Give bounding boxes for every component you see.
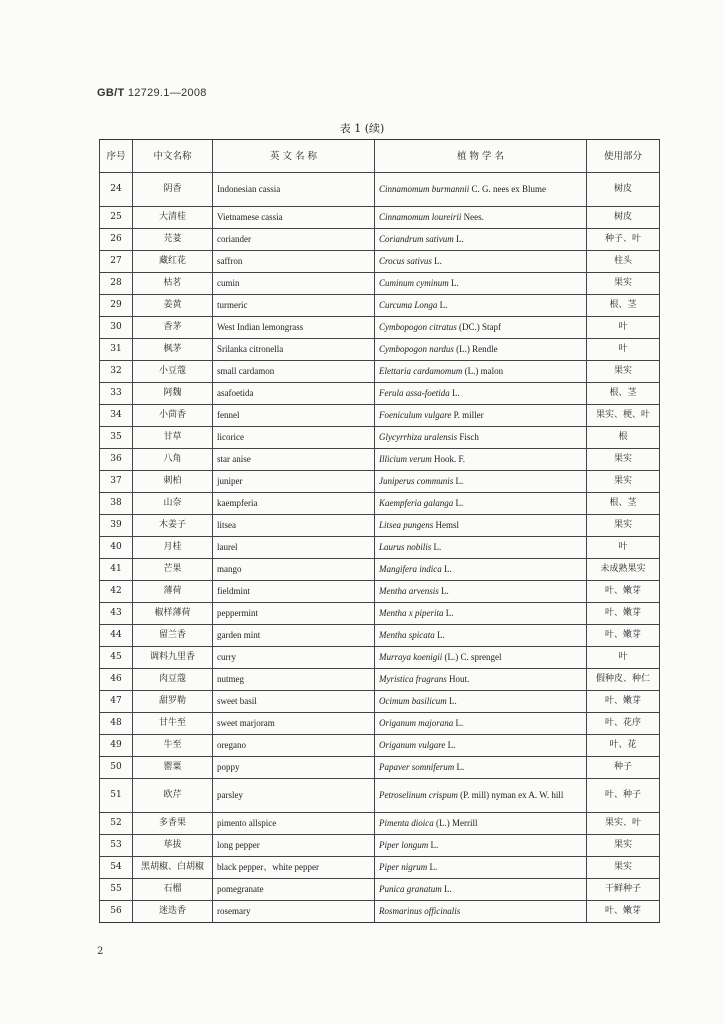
author-citation: L. (433, 542, 442, 552)
latin-name: Murraya koenigii (379, 652, 443, 662)
latin-name: Petroselinum crispum (379, 790, 458, 800)
part-used: 果实 (587, 449, 660, 471)
table-header-row (100, 140, 660, 173)
botanical-name (375, 559, 587, 581)
table-caption: 表 1 (续) (339, 122, 385, 135)
english-name: pimento allspice (213, 813, 375, 835)
column-header-english-name: 英 文 名 称 (213, 140, 375, 173)
author-citation: L. (455, 476, 464, 486)
table-row (100, 779, 660, 813)
english-name: sweet basil (213, 691, 375, 713)
table-body (100, 173, 660, 923)
author-citation: L. (429, 862, 438, 872)
row-number: 46 (100, 669, 133, 691)
botanical-name (375, 603, 587, 625)
latin-name: Pimenta dioica (379, 818, 434, 828)
author-citation: L. (456, 234, 464, 244)
part-used: 叶、嫩芽 (587, 901, 660, 923)
column-header-number: 序号 (100, 140, 133, 173)
table-row (100, 471, 660, 493)
row-number: 30 (100, 317, 133, 339)
table-row (100, 879, 660, 901)
latin-name: Ocimum basilicum (379, 696, 447, 706)
part-used: 根 (587, 427, 660, 449)
english-name: poppy (213, 757, 375, 779)
table-row (100, 273, 660, 295)
latin-name: Mentha spicata (379, 630, 435, 640)
table-row (100, 581, 660, 603)
row-number: 41 (100, 559, 133, 581)
column-header-botanical-name: 植 物 学 名 (375, 140, 587, 173)
english-name: garden mint (213, 625, 375, 647)
chinese-name: 芫荽 (133, 229, 213, 251)
botanical-name (375, 857, 587, 879)
column-header-part-used: 使用部分 (587, 140, 660, 173)
chinese-name: 多香果 (133, 813, 213, 835)
chinese-name: 石榴 (133, 879, 213, 901)
latin-name: Papaver somniferum (379, 762, 455, 772)
chinese-name: 肉豆蔻 (133, 669, 213, 691)
part-used: 叶 (587, 647, 660, 669)
part-used: 根、茎 (587, 493, 660, 515)
botanical-name (375, 229, 587, 251)
author-citation: (L.) Merrill (436, 818, 478, 828)
author-citation: L. (439, 300, 448, 310)
table-row (100, 427, 660, 449)
latin-name: Elettaria cardamomum (379, 366, 463, 376)
author-citation: L. (456, 762, 465, 772)
chinese-name: 荜拔 (133, 835, 213, 857)
latin-name: Kaempferia galanga (379, 498, 454, 508)
author-citation: L. (441, 586, 449, 596)
english-name: sweet marjoram (213, 713, 375, 735)
part-used: 果实 (587, 835, 660, 857)
latin-name: Mentha x piperita (379, 608, 444, 618)
author-citation: (L.) malon (464, 366, 504, 376)
row-number: 53 (100, 835, 133, 857)
latin-name: Mangifera indica (379, 564, 442, 574)
row-number: 54 (100, 857, 133, 879)
row-number: 40 (100, 537, 133, 559)
author-citation: L. (445, 608, 454, 618)
botanical-name (375, 383, 587, 405)
row-number: 26 (100, 229, 133, 251)
row-number: 27 (100, 251, 133, 273)
author-citation: L. (444, 884, 452, 894)
table-row (100, 835, 660, 857)
botanical-name (375, 471, 587, 493)
part-used: 叶 (587, 317, 660, 339)
chinese-name: 甘草 (133, 427, 213, 449)
row-number: 47 (100, 691, 133, 713)
botanical-name (375, 207, 587, 229)
botanical-name (375, 581, 587, 603)
botanical-name (375, 449, 587, 471)
english-name: long pepper (213, 835, 375, 857)
author-citation: L. (447, 740, 456, 750)
table-row (100, 735, 660, 757)
english-name: kaempferia (213, 493, 375, 515)
part-used: 叶、嫩芽 (587, 625, 660, 647)
row-number: 31 (100, 339, 133, 361)
english-name: parsley (213, 779, 375, 813)
chinese-name: 牛至 (133, 735, 213, 757)
botanical-name (375, 713, 587, 735)
part-used: 叶、嫩芽 (587, 691, 660, 713)
english-name: black pepper、white pepper (213, 857, 375, 879)
english-name: litsea (213, 515, 375, 537)
table-row (100, 449, 660, 471)
table-row (100, 691, 660, 713)
part-used: 树皮 (587, 173, 660, 207)
table-row (100, 757, 660, 779)
row-number: 48 (100, 713, 133, 735)
latin-name: Cymbopogon citratus (379, 322, 457, 332)
part-used: 果实 (587, 273, 660, 295)
table-row (100, 625, 660, 647)
chinese-name: 木姜子 (133, 515, 213, 537)
author-citation: Hemsl (435, 520, 460, 530)
row-number: 49 (100, 735, 133, 757)
botanical-name (375, 835, 587, 857)
chinese-name: 藏红花 (133, 251, 213, 273)
part-used: 果实 (587, 471, 660, 493)
chinese-name: 甜罗勒 (133, 691, 213, 713)
english-name: fennel (213, 405, 375, 427)
part-used: 果实 (587, 857, 660, 879)
chinese-name: 黑胡椒、白胡椒 (133, 857, 213, 879)
chinese-name: 罂粟 (133, 757, 213, 779)
botanical-name (375, 813, 587, 835)
table-row (100, 901, 660, 923)
botanical-name (375, 735, 587, 757)
botanical-name (375, 251, 587, 273)
english-name: cumin (213, 273, 375, 295)
chinese-name: 调料九里香 (133, 647, 213, 669)
latin-name: Cinnamomum loureirii (379, 212, 462, 222)
table-row (100, 405, 660, 427)
english-name: curry (213, 647, 375, 669)
row-number: 43 (100, 603, 133, 625)
table-row (100, 207, 660, 229)
part-used: 叶、嫩芽 (587, 581, 660, 603)
row-number: 38 (100, 493, 133, 515)
botanical-name (375, 405, 587, 427)
english-name: Srilanka citronella (213, 339, 375, 361)
part-used: 树皮 (587, 207, 660, 229)
latin-name: Piper longum (379, 840, 429, 850)
botanical-name (375, 669, 587, 691)
part-used: 未成熟果实 (587, 559, 660, 581)
row-number: 37 (100, 471, 133, 493)
english-name: licorice (213, 427, 375, 449)
table-row (100, 647, 660, 669)
row-number: 25 (100, 207, 133, 229)
spice-table (99, 139, 660, 923)
table-row (100, 339, 660, 361)
author-citation: L. (455, 498, 464, 508)
latin-name: Mentha arvensis (379, 586, 439, 596)
column-header-chinese-name: 中文名称 (133, 140, 213, 173)
latin-name: Laurus nobilis (379, 542, 432, 552)
chinese-name: 小茴香 (133, 405, 213, 427)
latin-name: Foeniculum vulgare (379, 410, 452, 420)
botanical-name (375, 361, 587, 383)
table-row (100, 537, 660, 559)
row-number: 56 (100, 901, 133, 923)
english-name: rosemary (213, 901, 375, 923)
chinese-name: 大清桂 (133, 207, 213, 229)
author-citation: L. (451, 278, 459, 288)
document-code (97, 87, 207, 99)
botanical-name (375, 647, 587, 669)
table-row (100, 295, 660, 317)
english-name: saffron (213, 251, 375, 273)
table-row (100, 857, 660, 879)
table-row (100, 383, 660, 405)
row-number: 44 (100, 625, 133, 647)
author-citation: Fisch (459, 432, 479, 442)
chinese-name: 芒果 (133, 559, 213, 581)
english-name: oregano (213, 735, 375, 757)
botanical-name (375, 427, 587, 449)
botanical-name (375, 879, 587, 901)
author-citation: Hout. (449, 674, 470, 684)
latin-name: Juniperus communis (379, 476, 454, 486)
latin-name: Piper nigrum (379, 862, 428, 872)
botanical-name (375, 537, 587, 559)
author-citation: C. G. nees ex Blume (471, 184, 547, 194)
row-number: 50 (100, 757, 133, 779)
table-row (100, 603, 660, 625)
chinese-name: 阴香 (133, 173, 213, 207)
row-number: 39 (100, 515, 133, 537)
table-row (100, 669, 660, 691)
latin-name: Glycyrrhiza uralensis (379, 432, 458, 442)
chinese-name: 小豆蔻 (133, 361, 213, 383)
chinese-name: 八角 (133, 449, 213, 471)
english-name: turmeric (213, 295, 375, 317)
row-number: 51 (100, 779, 133, 813)
author-citation: L. (455, 718, 464, 728)
table-row (100, 361, 660, 383)
row-number: 52 (100, 813, 133, 835)
botanical-name (375, 173, 587, 207)
table-row (100, 317, 660, 339)
author-citation: Nees. (463, 212, 484, 222)
chinese-name: 刺柏 (133, 471, 213, 493)
chinese-name: 阿魏 (133, 383, 213, 405)
part-used: 果实 (587, 515, 660, 537)
english-name: peppermint (213, 603, 375, 625)
english-name: coriander (213, 229, 375, 251)
author-citation: (L.) Rendle (456, 344, 498, 354)
author-citation: (DC.) Stapf (459, 322, 501, 332)
row-number: 55 (100, 879, 133, 901)
author-citation: (L.) C. sprengel (444, 652, 502, 662)
part-used: 根、茎 (587, 383, 660, 405)
part-used: 叶、花序 (587, 713, 660, 735)
english-name: pomegranate (213, 879, 375, 901)
botanical-name (375, 901, 587, 923)
latin-name: Crocus sativus (379, 256, 432, 266)
chinese-name: 香茅 (133, 317, 213, 339)
page-number: 2 (97, 946, 104, 957)
chinese-name: 迷迭香 (133, 901, 213, 923)
part-used: 干鲜种子 (587, 879, 660, 901)
row-number: 45 (100, 647, 133, 669)
row-number: 33 (100, 383, 133, 405)
row-number: 29 (100, 295, 133, 317)
author-citation: L. (444, 564, 452, 574)
row-number: 24 (100, 173, 133, 207)
botanical-name (375, 691, 587, 713)
part-used: 柱头 (587, 251, 660, 273)
author-citation: L. (430, 840, 439, 850)
chinese-name: 枯茗 (133, 273, 213, 295)
part-used: 假种皮、种仁 (587, 669, 660, 691)
latin-name: Cymbopogon nardus (379, 344, 454, 354)
botanical-name (375, 317, 587, 339)
latin-name: Cinnamomum burmannii (379, 184, 470, 194)
part-used: 叶 (587, 339, 660, 361)
english-name: juniper (213, 471, 375, 493)
row-number: 35 (100, 427, 133, 449)
chinese-name: 薄荷 (133, 581, 213, 603)
row-number: 32 (100, 361, 133, 383)
english-name: Vietnamese cassia (213, 207, 375, 229)
part-used: 叶 (587, 537, 660, 559)
document-code-number: 12729.1—2008 (127, 87, 207, 99)
latin-name: Coriandrum sativum (379, 234, 454, 244)
english-name: small cardamon (213, 361, 375, 383)
latin-name: Origanum majorana (379, 718, 454, 728)
chinese-name: 欧芹 (133, 779, 213, 813)
table-row (100, 229, 660, 251)
botanical-name (375, 779, 587, 813)
botanical-name (375, 515, 587, 537)
table-row (100, 559, 660, 581)
table-row (100, 813, 660, 835)
english-name: Indonesian cassia (213, 173, 375, 207)
author-citation: P. miller (453, 410, 484, 420)
latin-name: Illicium verum (379, 454, 432, 464)
latin-name: Ferula assa-foetida (379, 388, 450, 398)
part-used: 种子、叶 (587, 229, 660, 251)
latin-name: Myristica fragrans (379, 674, 447, 684)
botanical-name (375, 295, 587, 317)
english-name: laurel (213, 537, 375, 559)
author-citation: (P. mill) nyman ex A. W. hill (460, 790, 564, 800)
chinese-name: 山奈 (133, 493, 213, 515)
latin-name: Litsea pungens (379, 520, 434, 530)
chinese-name: 枫茅 (133, 339, 213, 361)
part-used: 果实 (587, 361, 660, 383)
row-number: 28 (100, 273, 133, 295)
english-name: asafoetida (213, 383, 375, 405)
part-used: 叶、花 (587, 735, 660, 757)
part-used: 叶、种子 (587, 779, 660, 813)
latin-name: Origanum vulgare (379, 740, 446, 750)
table-row (100, 173, 660, 207)
row-number: 36 (100, 449, 133, 471)
chinese-name: 椒样薄荷 (133, 603, 213, 625)
part-used: 果实、叶 (587, 813, 660, 835)
chinese-name: 留兰香 (133, 625, 213, 647)
botanical-name (375, 625, 587, 647)
botanical-name (375, 339, 587, 361)
botanical-name (375, 493, 587, 515)
chinese-name: 姜黄 (133, 295, 213, 317)
chinese-name: 月桂 (133, 537, 213, 559)
botanical-name (375, 757, 587, 779)
row-number: 42 (100, 581, 133, 603)
english-name: nutmeg (213, 669, 375, 691)
english-name: West Indian lemongrass (213, 317, 375, 339)
table-row (100, 493, 660, 515)
botanical-name (375, 273, 587, 295)
author-citation: L. (434, 256, 442, 266)
part-used: 根、茎 (587, 295, 660, 317)
author-citation: L. (437, 630, 445, 640)
table-row (100, 713, 660, 735)
table-row (100, 251, 660, 273)
latin-name: Curcuma Longa (379, 300, 438, 310)
chinese-name: 甘牛至 (133, 713, 213, 735)
latin-name: Cuminum cyminum (379, 278, 449, 288)
part-used: 果实、梗、叶 (587, 405, 660, 427)
table-row (100, 515, 660, 537)
latin-name: Rosmarinus officinalis (379, 906, 461, 916)
english-name: mango (213, 559, 375, 581)
document-code-prefix: GB/T (97, 87, 125, 99)
author-citation: Hook. F. (433, 454, 466, 464)
english-name: fieldmint (213, 581, 375, 603)
part-used: 叶、嫩芽 (587, 603, 660, 625)
latin-name: Punica granatum (379, 884, 442, 894)
part-used: 种子 (587, 757, 660, 779)
author-citation: L. (449, 696, 457, 706)
english-name: star anise (213, 449, 375, 471)
row-number: 34 (100, 405, 133, 427)
author-citation: L. (452, 388, 460, 398)
